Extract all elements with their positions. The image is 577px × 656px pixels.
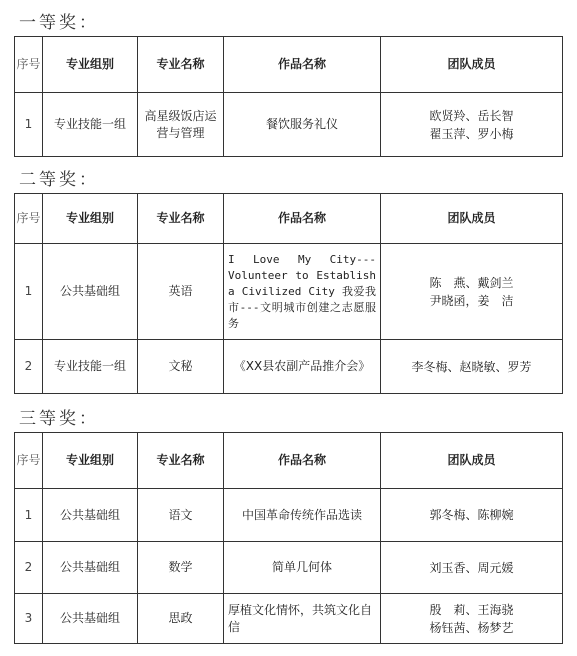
row-group: 公共基础组 [43, 542, 138, 594]
member-line: 尹晓函，姜 洁 [429, 293, 514, 308]
row-group: 公共基础组 [43, 244, 138, 340]
table-row [15, 489, 563, 542]
row-members [381, 489, 563, 542]
row-no: 2 [15, 542, 43, 594]
header-major: 专业名称 [138, 37, 224, 93]
table-row [15, 93, 563, 157]
header-major: 专业名称 [138, 194, 224, 244]
member-line: 郭冬梅、陈柳婉 [429, 508, 514, 522]
row-work: 简单几何体 [224, 542, 381, 594]
row-no: 1 [15, 93, 43, 157]
table-header-row [15, 433, 563, 489]
row-work: 《XX县农副产品推介会》 [224, 340, 381, 394]
member-line: 翟玉萍、罗小梅 [429, 126, 514, 141]
row-group: 专业技能一组 [43, 340, 138, 394]
row-no: 2 [15, 340, 43, 394]
header-no: 序号 [15, 433, 43, 489]
member-line: 杨钰茜、杨梦艺 [429, 620, 514, 635]
member-line: 陈 燕、戴剑兰 [429, 275, 514, 290]
header-members: 团队成员 [381, 194, 563, 244]
row-group: 公共基础组 [43, 594, 138, 644]
section-title-first-prize: 一等奖： [19, 13, 99, 33]
header-group: 专业组别 [43, 194, 138, 244]
row-members [381, 594, 563, 644]
third-prize-table [14, 432, 563, 644]
row-no: 1 [15, 244, 43, 340]
header-work: 作品名称 [224, 433, 381, 489]
row-members [381, 542, 563, 594]
header-no: 序号 [15, 37, 43, 93]
table-row [15, 542, 563, 594]
row-members [381, 244, 563, 340]
row-major: 英语 [138, 244, 224, 340]
header-no: 序号 [15, 194, 43, 244]
second-prize-table [14, 193, 563, 394]
first-prize-table [14, 36, 563, 157]
header-work: 作品名称 [224, 37, 381, 93]
table-row [15, 244, 563, 340]
member-line: 欧贤羚、岳长智 [429, 108, 514, 123]
row-major: 数学 [138, 542, 224, 594]
table-header-row [15, 194, 563, 244]
table-row [15, 340, 563, 394]
member-line: 李冬梅、赵晓敏、罗芳 [411, 359, 532, 374]
row-no: 3 [15, 594, 43, 644]
row-members [381, 93, 563, 157]
header-group: 专业组别 [43, 37, 138, 93]
member-line: 刘玉香、周元媛 [429, 560, 514, 575]
row-no: 1 [15, 489, 43, 542]
row-group: 专业技能一组 [43, 93, 138, 157]
row-work: 餐饮服务礼仪 [224, 93, 381, 157]
row-work: 厚植文化情怀，共筑文化自信 [224, 594, 381, 644]
member-line: 殷 莉、王海骁 [429, 602, 514, 617]
row-major: 思政 [138, 594, 224, 644]
row-major: 文秘 [138, 340, 224, 394]
table-row [15, 594, 563, 644]
row-work: I Love My City---Volunteer to Establish a Civilized City 我爱我市---文明城市创建之志愿服务 [224, 244, 381, 340]
row-members [381, 340, 563, 394]
header-members: 团队成员 [381, 433, 563, 489]
header-members: 团队成员 [381, 37, 563, 93]
section-title-second-prize: 二等奖： [19, 170, 99, 190]
table-header-row [15, 37, 563, 93]
row-group: 公共基础组 [43, 489, 138, 542]
header-major: 专业名称 [138, 433, 224, 489]
header-group: 专业组别 [43, 433, 138, 489]
header-work: 作品名称 [224, 194, 381, 244]
row-major: 语文 [138, 489, 224, 542]
row-major: 高星级饭店运营与管理 [138, 93, 224, 157]
row-work: 中国革命传统作品选读 [224, 489, 381, 542]
section-title-third-prize: 三等奖： [19, 409, 99, 429]
